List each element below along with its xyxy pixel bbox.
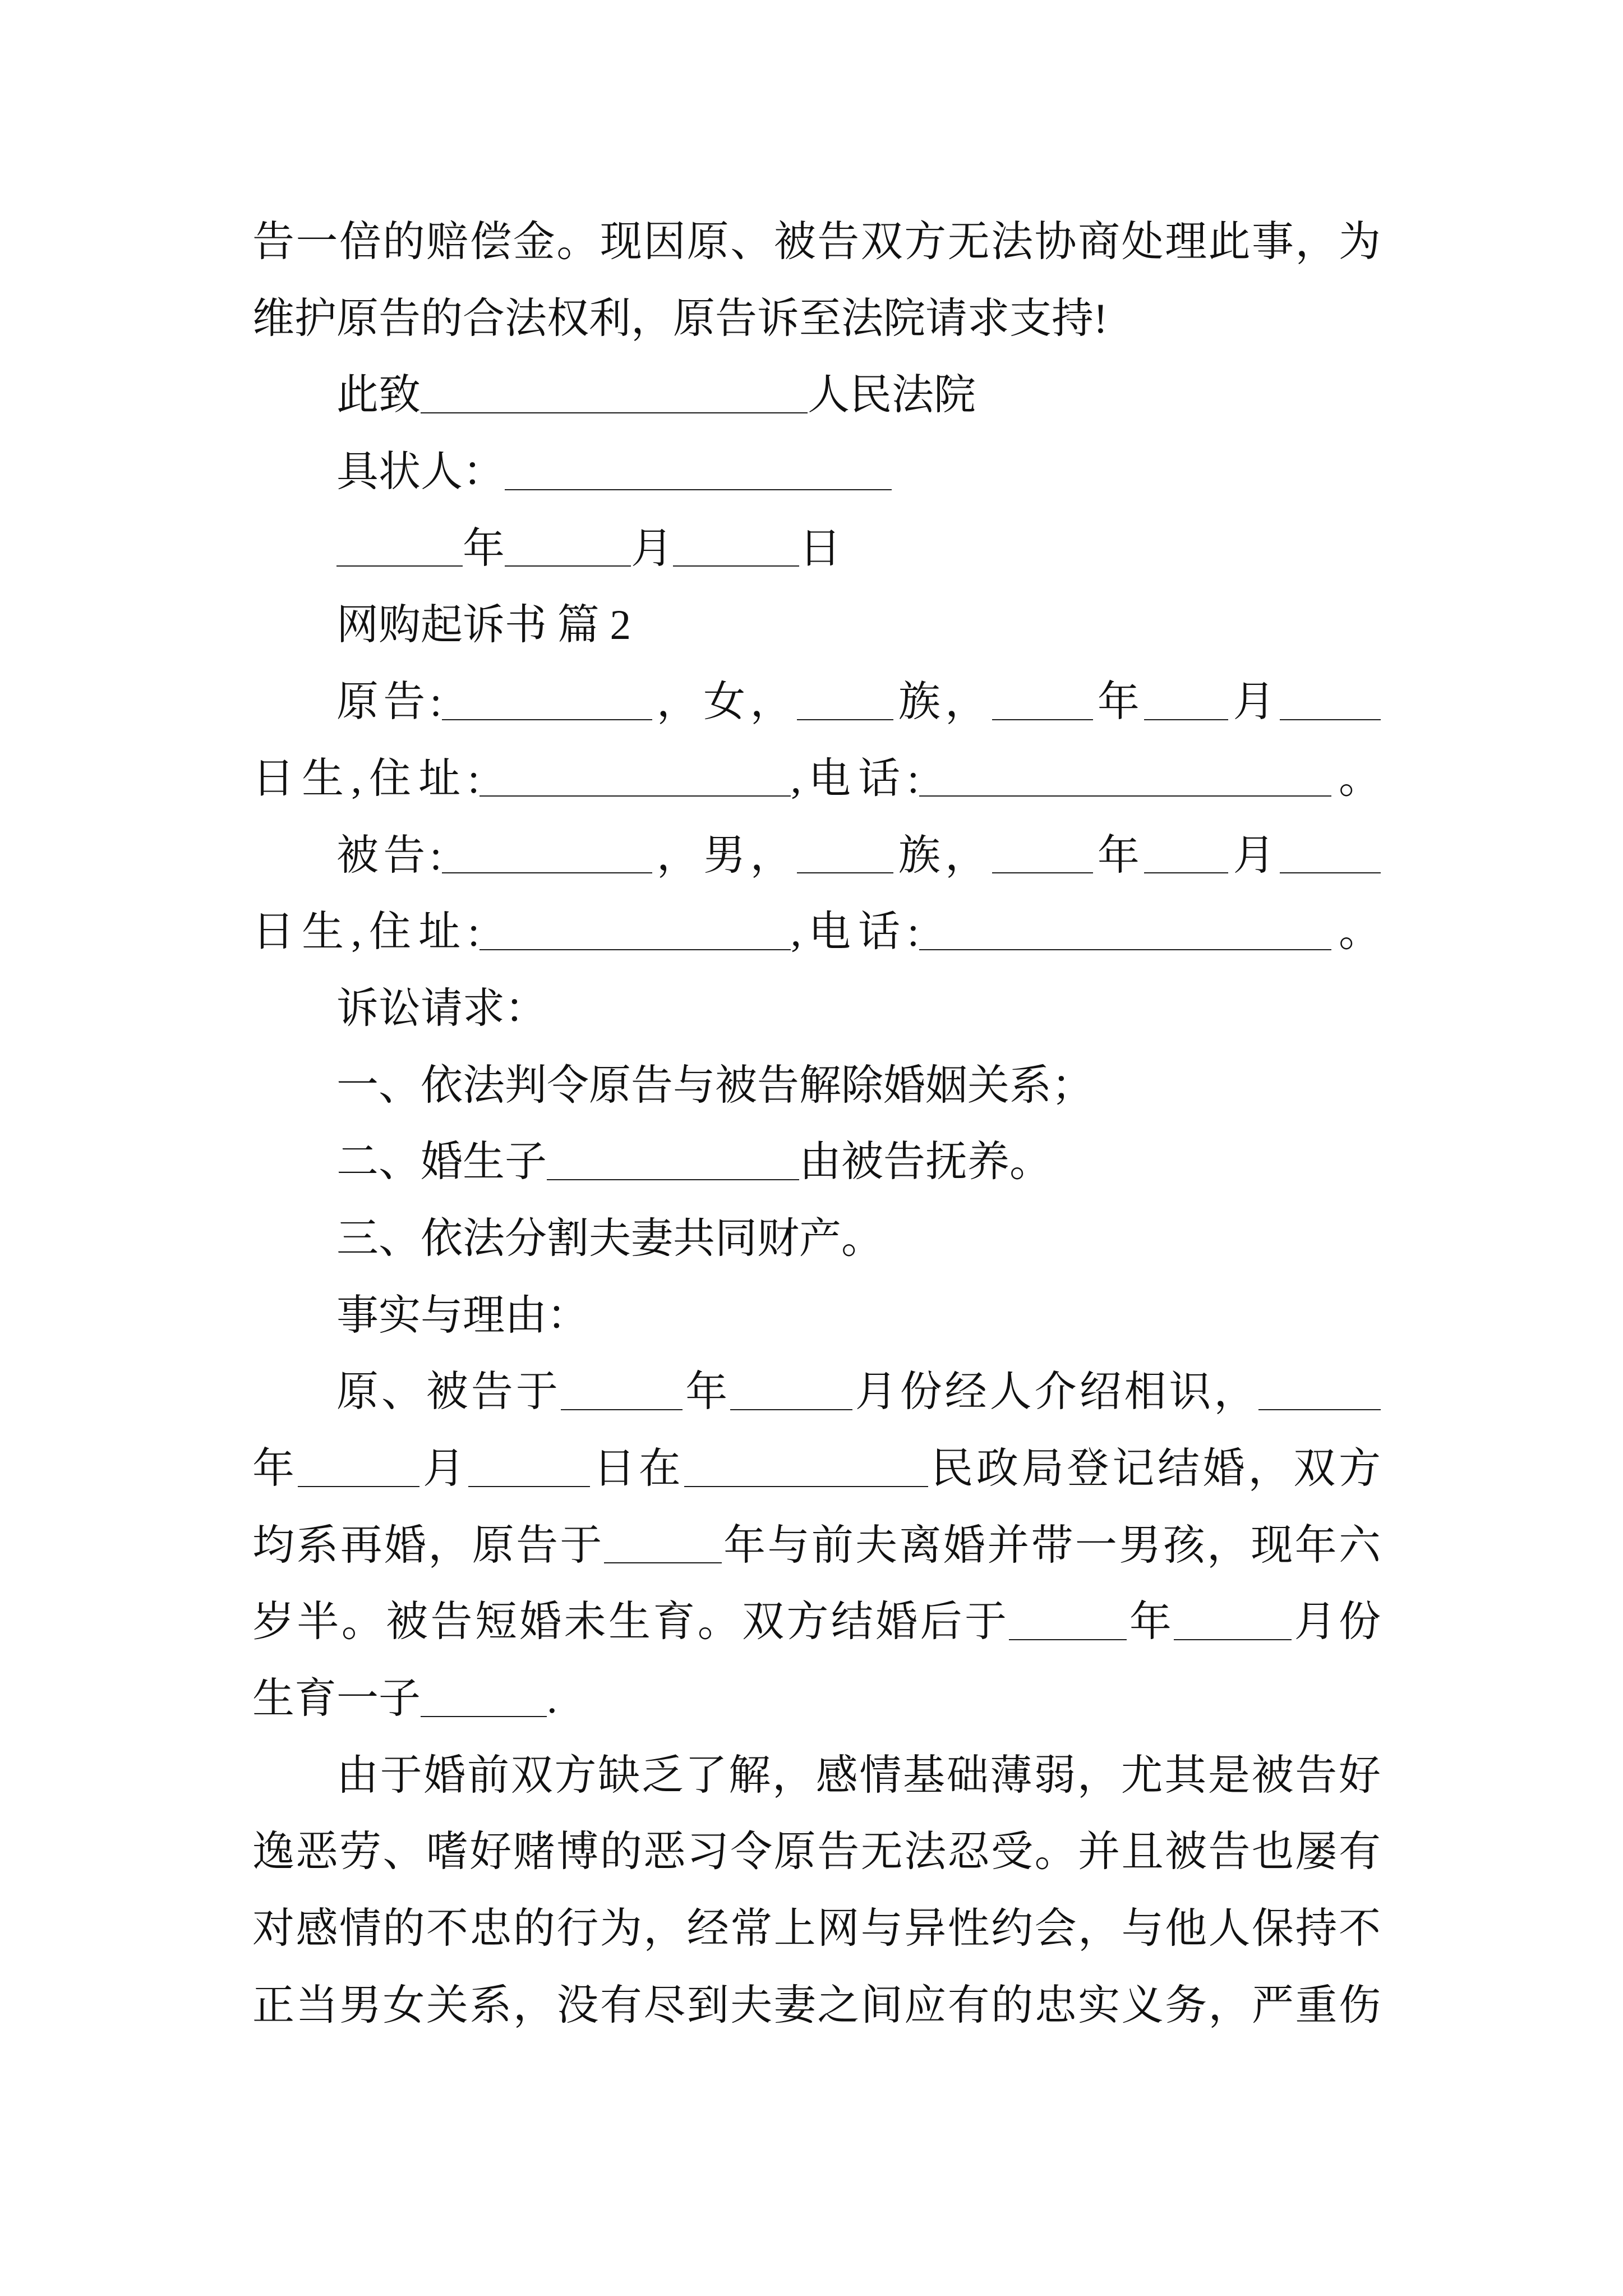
continuation-line-2: 维护原告的合法权利，原告诉至法院请求支持! bbox=[252, 295, 1108, 342]
year-blank bbox=[336, 565, 463, 567]
claim-item-2 bbox=[252, 1124, 1381, 1201]
meet-year-blank bbox=[561, 1409, 683, 1410]
facts-text: 生育一子 bbox=[252, 1676, 421, 1723]
facts-text: . bbox=[547, 1676, 557, 1723]
facts-line-3 bbox=[252, 1508, 1381, 1585]
plaintiff-phone-label: ,电话: bbox=[791, 755, 919, 802]
defendant-address-blank bbox=[479, 949, 791, 950]
facts-text: 民政局登记结婚，双方 bbox=[928, 1446, 1381, 1492]
defendant-year-label: 年 bbox=[1092, 832, 1145, 879]
claim-item-1: 一、依法判令原告与被告解除婚姻关系； bbox=[336, 1062, 1094, 1109]
facts-line-2 bbox=[252, 1431, 1381, 1508]
facts-line-5 bbox=[252, 1661, 1381, 1738]
defendant-phone-label: ,电话: bbox=[791, 909, 919, 956]
plaintiff-address-label: 日生,住址: bbox=[252, 755, 480, 802]
defendant-line-1 bbox=[252, 818, 1381, 895]
court-name-blank bbox=[421, 412, 808, 413]
defendant-phone-blank bbox=[919, 949, 1331, 950]
plaintiff-ethnicity-blank bbox=[797, 719, 894, 720]
plaintiff-year-label: 年 bbox=[1092, 679, 1145, 726]
defendant-ethnicity-label: 族， bbox=[893, 832, 992, 879]
date-month-label: 月 bbox=[631, 525, 674, 572]
defendant-label: 被告: bbox=[336, 832, 442, 879]
reason-line-3: 对感情的不忠的行为，经常上网与异性约会，与他人保持不 bbox=[252, 1906, 1381, 1953]
plaintiff-line-end: 。 bbox=[1331, 755, 1381, 802]
facts-text: 岁半。被告短婚未生育。双方结婚后于 bbox=[252, 1599, 1009, 1646]
claim-item-2-prefix: 二、婚生子 bbox=[336, 1139, 547, 1186]
plaintiff-ethnicity-label: 族， bbox=[893, 679, 992, 726]
facts-text: 日在 bbox=[590, 1446, 684, 1492]
facts-text: 年与前夫离婚并带一男孩，现年六 bbox=[721, 1522, 1381, 1569]
facts-text: 年 bbox=[683, 1369, 731, 1416]
plaintiff-name-blank bbox=[442, 719, 652, 720]
plaintiff-gender: ，女， bbox=[652, 679, 797, 726]
plaintiff-line-2 bbox=[252, 741, 1381, 818]
date-line bbox=[252, 511, 1381, 588]
facts-heading: 事实与理由： bbox=[336, 1292, 589, 1339]
child-name-blank bbox=[547, 1179, 799, 1180]
signer-line bbox=[252, 434, 1381, 511]
signer-blank bbox=[505, 489, 892, 490]
facts-text: 均系再婚，原告于 bbox=[252, 1522, 604, 1569]
facts-line-1 bbox=[252, 1354, 1381, 1431]
marriage-day-blank bbox=[468, 1486, 591, 1487]
marriage-year-blank bbox=[1258, 1409, 1381, 1410]
reason-line-1: 由于婚前双方缺乏了解，感情基础薄弱，尤其是被告好 bbox=[336, 1752, 1381, 1799]
defendant-name-blank bbox=[442, 872, 652, 873]
facts-line-4 bbox=[252, 1584, 1381, 1661]
closing-to-prefix: 此致 bbox=[336, 372, 421, 419]
son-name-blank bbox=[421, 1716, 547, 1717]
plaintiff-birth-day-blank bbox=[1280, 719, 1381, 720]
plaintiff-line-1 bbox=[252, 664, 1381, 741]
facts-text: 原、被告于 bbox=[336, 1369, 561, 1416]
continuation-line-1: 告一倍的赔偿金。现因原、被告双方无法协商处理此事，为 bbox=[252, 219, 1381, 265]
claim-item-2-suffix: 由被告抚养。 bbox=[799, 1139, 1052, 1186]
plaintiff-birth-year-blank bbox=[992, 719, 1093, 720]
divorce-year-blank bbox=[604, 1562, 722, 1563]
defendant-ethnicity-blank bbox=[797, 872, 894, 873]
claim-item-3: 三、依法分割夫妻共同财产。 bbox=[336, 1215, 884, 1262]
month-blank bbox=[505, 565, 631, 567]
plaintiff-address-blank bbox=[479, 795, 791, 797]
plaintiff-birth-month-blank bbox=[1144, 719, 1228, 720]
claims-heading: 诉讼请求： bbox=[336, 985, 547, 1032]
section-title: 网购起诉书 篇 2 bbox=[336, 602, 631, 649]
signer-label: 具状人： bbox=[336, 449, 505, 496]
closing-addressee-line bbox=[252, 357, 1381, 434]
facts-text: 年 bbox=[252, 1446, 298, 1492]
facts-text: 年 bbox=[1127, 1599, 1174, 1646]
defendant-line-end: 。 bbox=[1331, 909, 1381, 956]
defendant-month-label: 月 bbox=[1228, 832, 1280, 879]
reason-line-4: 正当男女关系，没有尽到夫妻之间应有的忠实义务，严重伤 bbox=[252, 1982, 1381, 2029]
reason-line-2: 逸恶劳、嗜好赌博的恶习令原告无法忍受。并且被告也屡有 bbox=[252, 1829, 1381, 1876]
defendant-gender: ，男， bbox=[652, 832, 797, 879]
defendant-address-label: 日生,住址: bbox=[252, 909, 480, 956]
meet-month-blank bbox=[730, 1409, 852, 1410]
birth-year-blank bbox=[1009, 1639, 1127, 1640]
day-blank bbox=[673, 565, 799, 567]
facts-text: 月份经人介绍相识， bbox=[852, 1369, 1259, 1416]
birth-month-blank bbox=[1174, 1639, 1292, 1640]
facts-text: 月份 bbox=[1292, 1599, 1381, 1646]
closing-to-suffix: 人民法院 bbox=[808, 372, 976, 419]
defendant-birth-year-blank bbox=[992, 872, 1093, 873]
date-day-label: 日 bbox=[799, 525, 842, 572]
marriage-month-blank bbox=[298, 1486, 420, 1487]
date-year-label: 年 bbox=[463, 525, 505, 572]
plaintiff-phone-blank bbox=[919, 795, 1331, 797]
facts-text: 月 bbox=[419, 1446, 468, 1492]
defendant-birth-day-blank bbox=[1280, 872, 1381, 873]
plaintiff-label: 原告: bbox=[336, 679, 442, 726]
civil-affairs-bureau-blank bbox=[684, 1486, 928, 1487]
defendant-line-2 bbox=[252, 894, 1381, 971]
document-page bbox=[252, 204, 1381, 2045]
defendant-birth-month-blank bbox=[1144, 872, 1228, 873]
plaintiff-month-label: 月 bbox=[1228, 679, 1280, 726]
